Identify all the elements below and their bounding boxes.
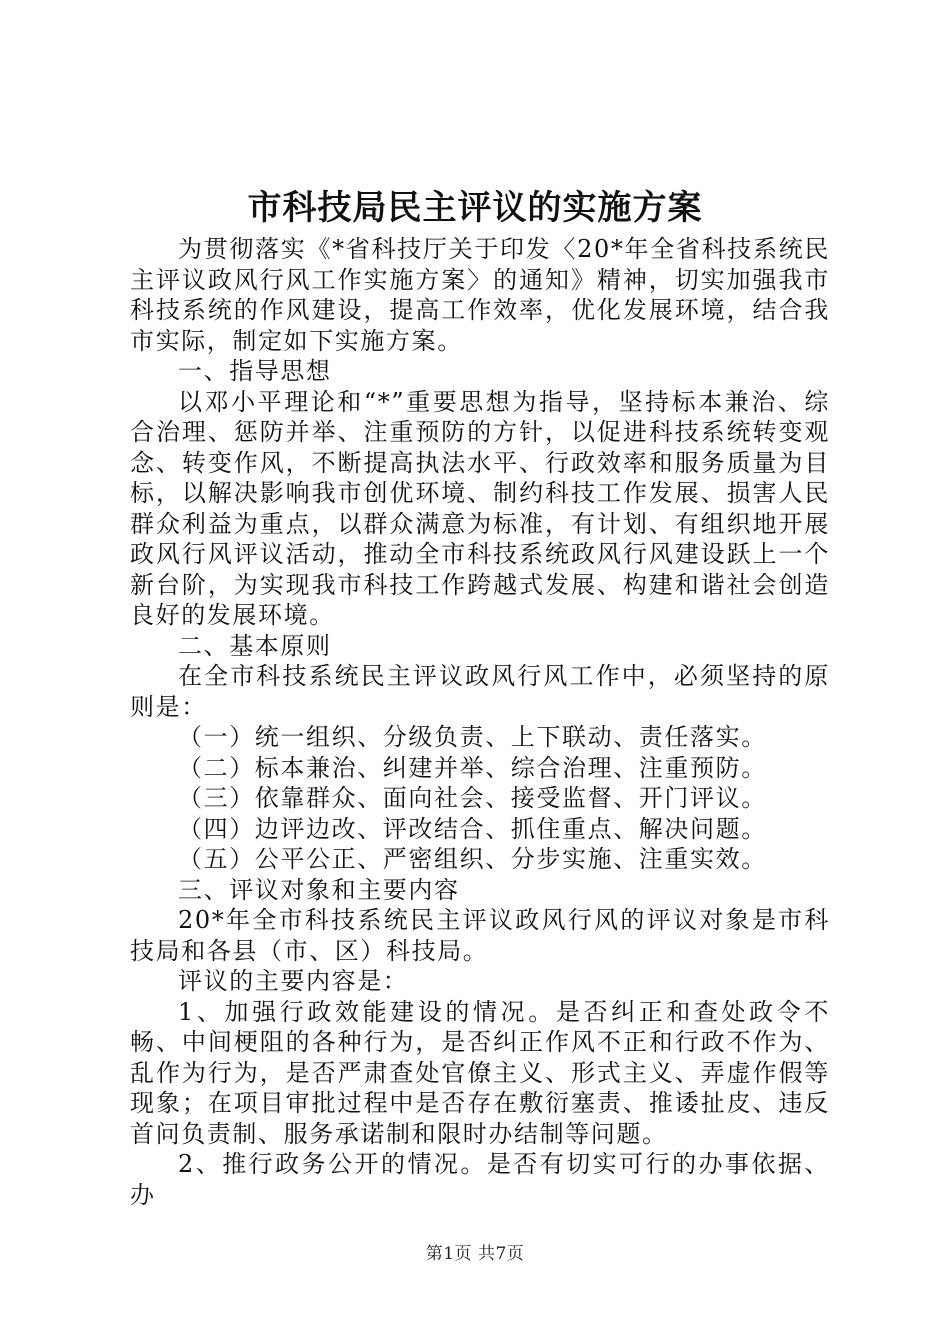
principle-item-5: （五）公平公正、严密组织、分步实施、注重实效。 <box>178 845 767 873</box>
guiding-thought-paragraph: 以邓小平理论和“*”重要思想为指导，坚持标本兼治、综合治理、惩防并举、注重预防的方针，以促进科技系统转变观念、转变作风，不断提高执法水平、行政效率和服务质量为目标，以解决影响我市创优环境、制约科技工作发展、损害人民群众利益为重点，以群众满意为标准，有计划、有组织地开展政风行风评议活动，推动全市科技系统政风行风建设跃上一个新台阶，为实现我市科技工作跨越式发展、构建和谐社会创造良好的发展环境。 <box>130 387 830 629</box>
principle-item-4: （四）边评边改、评改结合、抓住重点、解决问题。 <box>178 814 767 843</box>
principle-item-2: （二）标本兼治、纠建并举、综合治理、注重预防。 <box>178 753 767 782</box>
intro-paragraph: 为贯彻落实《*省科技厅关于印发〈20*年全省科技系统民主评议政风行风工作实施方案〉的通知》精神，切实加强我市科技系统的作风建设，提高工作效率，优化发展环境，结合我市实际，制定如下实施方案。 <box>130 235 830 355</box>
page-footer: 第1页 共7页 <box>425 1244 525 1264</box>
review-content-intro: 评议的主要内容是： <box>178 967 409 995</box>
section-heading-basic-principles: 二、基本原则 <box>178 631 332 660</box>
document-title: 市科技局民主评议的实施方案 <box>247 188 703 228</box>
principles-intro-paragraph: 在全市科技系统民主评议政风行风工作中，必须坚持的原则是： <box>130 662 830 721</box>
review-content-item-1: 1、加强行政效能建设的情况。是否纠正和查处政令不畅、中间梗阻的各种行为，是否纠正作风不正和行政不作为、乱作为行为，是否严肃查处官僚主义、形式主义、弄虚作假等现象；在项目审批过程中是否存在敷衍塞责、推诿扯皮、违反首问负责制、服务承诺制和限时办结制等问题。 <box>130 997 830 1148</box>
review-content-item-2: 2、推行政务公开的情况。是否有切实可行的办事依据、办 <box>130 1150 830 1209</box>
section-heading-guiding-thought: 一、指导思想 <box>178 357 332 385</box>
section-heading-review-scope: 三、评议对象和主要内容 <box>178 875 460 904</box>
document-body <box>130 234 830 1210</box>
review-targets-paragraph: 20*年全市科技系统民主评议政风行风的评议对象是市科技局和各县（市、区）科技局。 <box>130 906 830 965</box>
principle-item-3: （三）依靠群众、面向社会、接受监督、开门评议。 <box>178 784 767 812</box>
principle-item-1: （一）统一组织、分级负责、上下联动、责任落实。 <box>178 723 767 751</box>
